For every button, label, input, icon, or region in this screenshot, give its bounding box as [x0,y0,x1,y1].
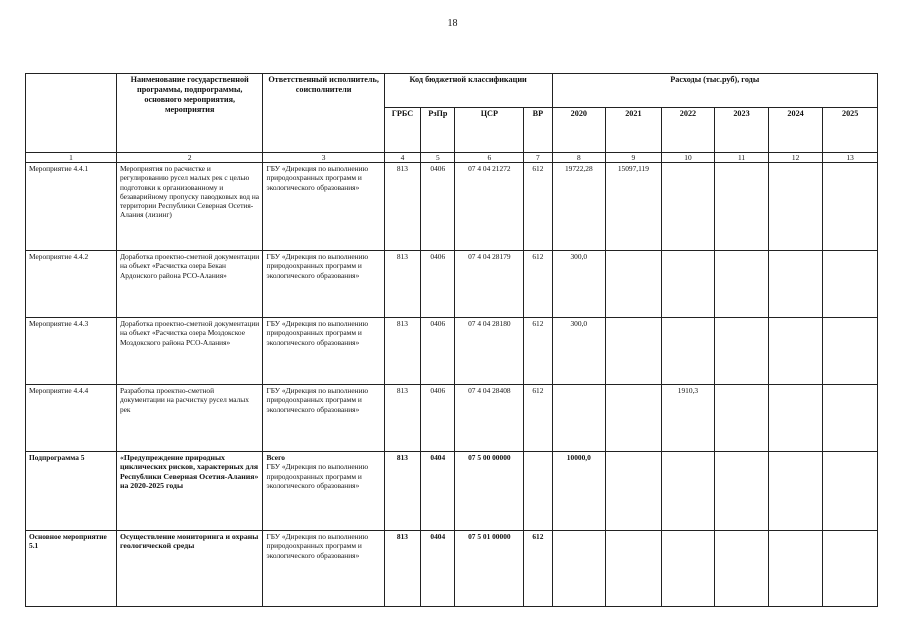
row-name: Доработка проектно-сметной документации на объект «Расчистка озера Моздокское Моздокского района РСО-Алания» [116,318,263,385]
row-grbs: 813 [384,318,420,385]
column-index: 4 [384,153,420,163]
row-label: Подпрограмма 5 [26,452,117,531]
row-2022 [661,452,715,531]
column-index-row [26,153,878,163]
row-2021 [606,385,662,452]
column-index: 5 [421,153,455,163]
row-2021 [606,251,662,318]
row-2024 [768,452,823,531]
column-index: 1 [26,153,117,163]
row-label: Мероприятие 4.4.4 [26,385,117,452]
page-number: 18 [447,18,458,29]
row-vr: 612 [524,385,552,452]
row-rzpr: 0404 [421,531,455,607]
row-2025 [823,318,878,385]
row-name: Осуществление мониторинга и охраны геологической среды [116,531,263,607]
column-index: 8 [552,153,606,163]
row-responsible: ГБУ «Дирекция по выполнению природоохранных программ и экологического образования» [263,385,384,452]
row-2023 [715,452,769,531]
row-grbs: 813 [384,385,420,452]
row-2023 [715,251,769,318]
row-2021 [606,318,662,385]
row-name: Разработка проектно-сметной документации на расчистку русел малых рек [116,385,263,452]
row-vr: 612 [524,318,552,385]
row-2022 [661,251,715,318]
row-2023 [715,531,769,607]
row-2023 [715,318,769,385]
row-responsible: ГБУ «Дирекция по выполнению природоохранных программ и экологического образования» [263,163,384,251]
row-csr: 07 4 04 28179 [455,251,524,318]
row-2020: 19722,28 [552,163,606,251]
row-2020: 300,0 [552,318,606,385]
row-rzpr: 0406 [421,318,455,385]
row-2024 [768,318,823,385]
row-rzpr: 0406 [421,163,455,251]
column-index: 11 [715,153,769,163]
row-2020: 300,0 [552,251,606,318]
header-year-2025: 2025 [823,108,878,153]
table-row [26,385,878,452]
row-vr: 612 [524,163,552,251]
column-index: 2 [116,153,263,163]
header-year-2020: 2020 [552,108,606,153]
row-2021 [606,531,662,607]
row-2025 [823,385,878,452]
row-2022: 1910,3 [661,385,715,452]
row-rzpr: 0406 [421,251,455,318]
header-code-csr: ЦСР [455,108,524,153]
row-2025 [823,531,878,607]
header-year-2024: 2024 [768,108,823,153]
row-grbs: 813 [384,251,420,318]
header-year-2021: 2021 [606,108,662,153]
row-2021: 15097,119 [606,163,662,251]
row-2020 [552,385,606,452]
table-row [26,318,878,385]
row-csr: 07 4 04 28408 [455,385,524,452]
row-name: Мероприятия по расчистке и регулированию русел малых рек с целью подготовки к организованному и безаварийному пропуску паводковых вод на территории Республики Северная Осетия-Алания (лизинг) [116,163,263,251]
row-grbs: 813 [384,452,420,531]
row-csr: 07 4 04 21272 [455,163,524,251]
row-label: Мероприятие 4.4.1 [26,163,117,251]
column-index: 7 [524,153,552,163]
table-row [26,163,878,251]
column-index: 13 [823,153,878,163]
row-responsible-cell [263,452,384,531]
header-year-2023: 2023 [715,108,769,153]
row-2023 [715,163,769,251]
row-responsible: ГБУ «Дирекция по выполнению природоохранных программ и экологического образования» [263,251,384,318]
row-2021 [606,452,662,531]
row-label: Мероприятие 4.4.3 [26,318,117,385]
header-year-2022: 2022 [661,108,715,153]
row-responsible: ГБУ «Дирекция по выполнению природоохранных программ и экологического образования» [266,462,369,490]
header-name: Наименование государственной программы, подпрограммы, основного мероприятия, мероприятия [116,74,263,153]
row-2020: 10000,0 [552,452,606,531]
row-2024 [768,163,823,251]
row-label: Мероприятие 4.4.2 [26,251,117,318]
header-expenses: Расходы (тыс.руб), годы [552,74,877,108]
row-2025 [823,251,878,318]
row-2022 [661,163,715,251]
row-responsible: ГБУ «Дирекция по выполнению природоохранных программ и экологического образования» [263,318,384,385]
table-row [26,531,878,607]
row-2024 [768,531,823,607]
row-responsible-total: Всего [266,453,285,462]
row-name: «Предупреждение природных циклических рисков, характерных для Республики Северная Осетия-Алания» на 2020-2025 годы [116,452,263,531]
row-grbs: 813 [384,531,420,607]
row-rzpr: 0404 [421,452,455,531]
row-label: Основное мероприятие 5.1 [26,531,117,607]
row-csr: 07 5 01 00000 [455,531,524,607]
row-csr: 07 5 00 00000 [455,452,524,531]
row-2022 [661,318,715,385]
table-row [26,251,878,318]
row-2020 [552,531,606,607]
row-vr [524,452,552,531]
row-2024 [768,385,823,452]
header-code-vr: ВР [524,108,552,153]
row-2022 [661,531,715,607]
header-budget-code: Код бюджетной классификации [384,74,552,108]
row-2024 [768,251,823,318]
header-code-rzpr: РзПр [421,108,455,153]
column-index: 10 [661,153,715,163]
row-2025 [823,452,878,531]
row-2023 [715,385,769,452]
table-row [26,452,878,531]
header-responsible: Ответственный исполнитель, соисполнители [263,74,384,153]
row-grbs: 813 [384,163,420,251]
column-index: 9 [606,153,662,163]
row-vr: 612 [524,531,552,607]
column-index: 6 [455,153,524,163]
header-empty [26,74,117,153]
column-index: 3 [263,153,384,163]
row-vr: 612 [524,251,552,318]
row-responsible: ГБУ «Дирекция по выполнению природоохранных программ и экологического образования» [263,531,384,607]
row-csr: 07 4 04 28180 [455,318,524,385]
header-code-grbs: ГРБС [384,108,420,153]
row-name: Доработка проектно-сметной документации на объект «Расчистка озера Бекан Ардонского района РСО-Алания» [116,251,263,318]
row-2025 [823,163,878,251]
column-index: 12 [768,153,823,163]
row-rzpr: 0406 [421,385,455,452]
budget-table [25,73,878,607]
